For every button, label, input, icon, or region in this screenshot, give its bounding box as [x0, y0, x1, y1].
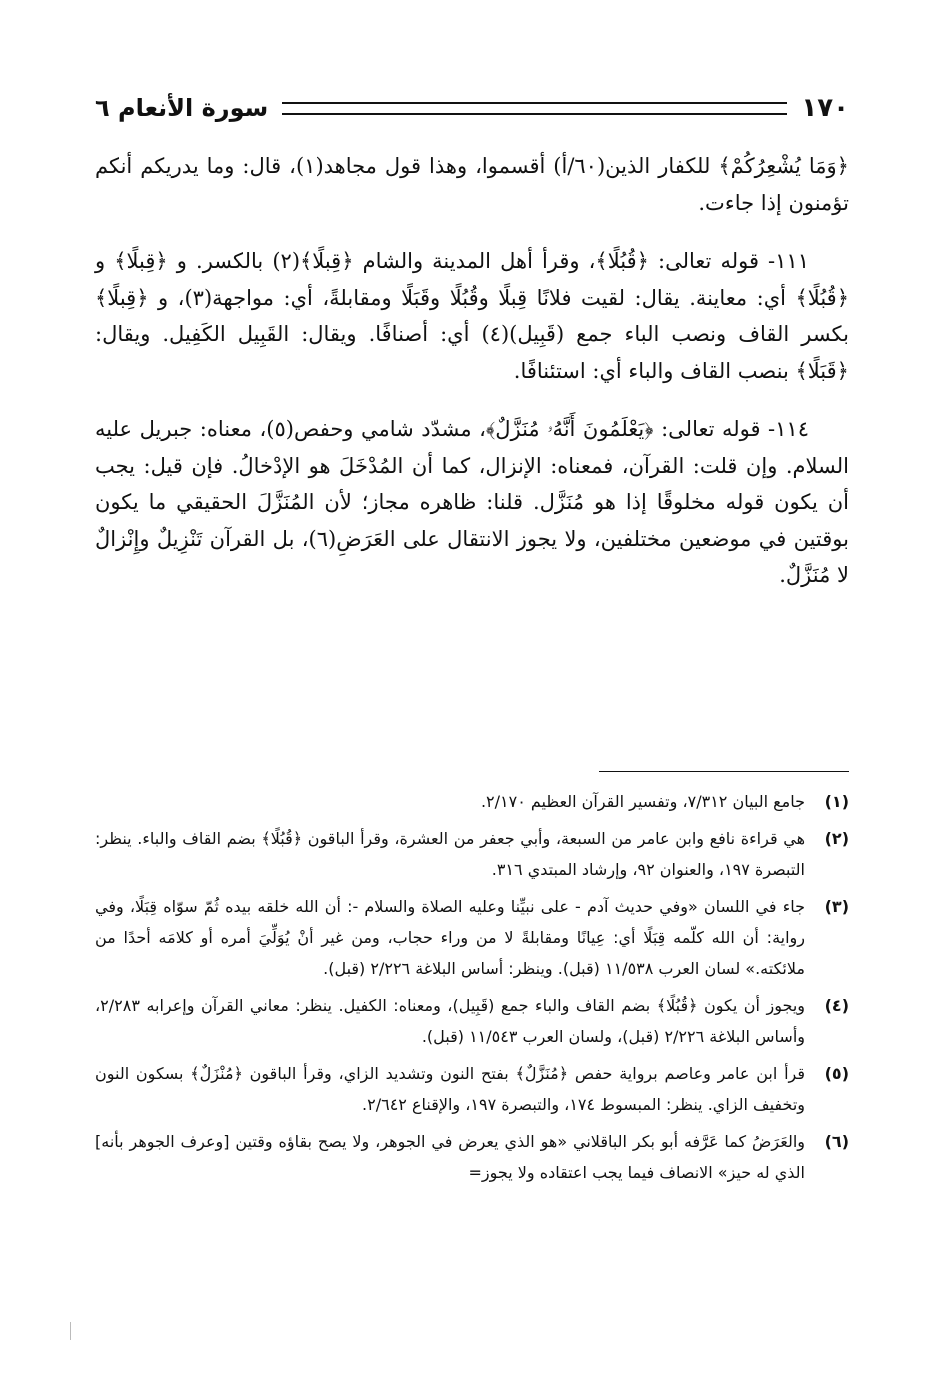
footnote-5: [95, 1058, 849, 1120]
paragraph-intro: ﴿وَمَا يُشْعِرُكُمْ﴾ للكفار الذين(٦٠/أ) أقسموا، وهذا قول مجاهد(١)، قال: وما يدريكم أنكم تؤمنون إذا جاءت.: [95, 154, 849, 215]
footnote-number: (١): [824, 792, 849, 811]
footnote-text: جامع البيان ٧/٣١٢، وتفسير القرآن العظيم ٢/١٧٠.: [480, 792, 805, 811]
footnote-1: [95, 786, 849, 817]
footnote-number: (٢): [824, 829, 849, 848]
footnote-number: (٣): [824, 897, 849, 916]
footnotes: [95, 786, 849, 1194]
footnote-text: ويجوز أن يكون ﴿قُبُلًا﴾ بضم القاف والباء جمع (قَبِيل)، ومعناه: الكفيل. ينظر: معاني القرآن وإعرابه ٢/٢٨٣، وأساس البلاغة ٢/٢٢٦ (قبل)، ولسان العرب ١١/٥٤٣ (قبل).: [95, 996, 805, 1046]
footnote-text: جاء في اللسان «وفي حديث آدم - على نبيِّنا وعليه الصلاة والسلام -: أن الله خلقه بيده ثُمّ سوّاه قِبَلًا، وفي رواية: أن الله كلّمه قِبَلًا أي: عِيانًا ومقابلةً لا من وراء حجاب، ومن غير أنْ يُوَلِّيَ أمره أو كلامَه أحدًا من ملائكته.» لسان العرب ١١/٥٣٨ (قبل). وينظر: أساس البلاغة ٢/٢٢٦ (قبل).: [95, 897, 805, 978]
paragraph-verse-111: ١١١- قوله تعالى: ﴿قُبُلًا﴾، وقرأ أهل المدينة والشام ﴿قِبلًا﴾(٢) بالكسر. و ﴿قِبلًا﴾ و ﴿قُبُلًا﴾ أي: معاينة. يقال: لقيت فلانًا قِبلًا وقُبُلًا وقَبَلًا ومقابلةً، أي: مواجهة(٣)، و ﴿قِبلًا﴾ بكسر القاف ونصب الباء جمع (قَبِيل)(٤) أي: أصنافًا. ويقال: القَبِيل الكَفِيل. ويقال: ﴿قَبَلًا﴾ بنصب القاف والباء أي: استئنافًا.: [95, 249, 850, 383]
footnote-4: [95, 990, 849, 1052]
footnote-number: (٥): [824, 1064, 849, 1083]
footnote-text: هي قراءة نافع وابن عامر من السبعة، وأبي جعفر من العشرة، وقرأ الباقون ﴿قُبُلًا﴾ بضم القاف والباء. ينظر: التبصرة ١٩٧، والعنوان ٩٢، وإرشاد المبتدي ٣١٦.: [95, 829, 805, 879]
page-header: [95, 88, 849, 128]
footnote-text: والعَرَضُ كما عَرَّفه أبو بكر الباقلاني «هو الذي يعرض في الجوهر، ولا يصح بقاؤه وقتين [وعرف الجوهر بأنه] الذي له حيز» الانصاف فيما يجب اعتقاده ولا يجوز=: [95, 1132, 805, 1182]
footnote-3: [95, 891, 849, 984]
footnote-number: (٤): [824, 996, 849, 1015]
footnote-text: قرأ ابن عامر وعاصم برواية حفص ﴿مُنَزَّلٌ﴾ بفتح النون وتشديد الزاي، وقرأ الباقون ﴿مُنْزَلٌ﴾ بسكون النون وتخفيف الزاي. ينظر: المبسوط ١٧٤، والتبصرة ١٩٧، والإقناع ٢/٦٤٢.: [95, 1064, 805, 1114]
footnote-separator: [599, 771, 849, 772]
footnote-2: [95, 823, 849, 885]
paragraph-verse-114: ١١٤- قوله تعالى: ﴿يَعْلَمُونَ أَنَّهُۥ مُنَزَّلٌ﴾، مشدّد شامي وحفص(٥)، معناه: جبريل عليه السلام. وإن قلت: القرآن، فمعناه: الإنزال، كما أن المُدْخَلَ هو الإدْخالُ. فإن قيل: يجب أن يكون قوله مخلوقًا إذا هو مُنَزَّل. قلنا: ظاهره مجاز؛ لأن المُنَزَّلَ الحقيقي ما يكون بوقتين في موضعين مختلفين، ولا يجوز الانتقال على العَرَضِ(٦)، بل القرآن تَنْزِيلٌ وإِنْزالٌ لا مُنَزَّلٌ.: [95, 417, 849, 587]
page-number: ١٧٠: [801, 93, 849, 123]
surah-title: سورة الأنعام ٦: [95, 94, 269, 122]
footnote-6: [95, 1126, 849, 1188]
header-double-rule: [282, 102, 787, 115]
main-text: [95, 148, 849, 616]
scan-margin-mark: [70, 1322, 71, 1340]
footnote-number: (٦): [824, 1132, 849, 1151]
